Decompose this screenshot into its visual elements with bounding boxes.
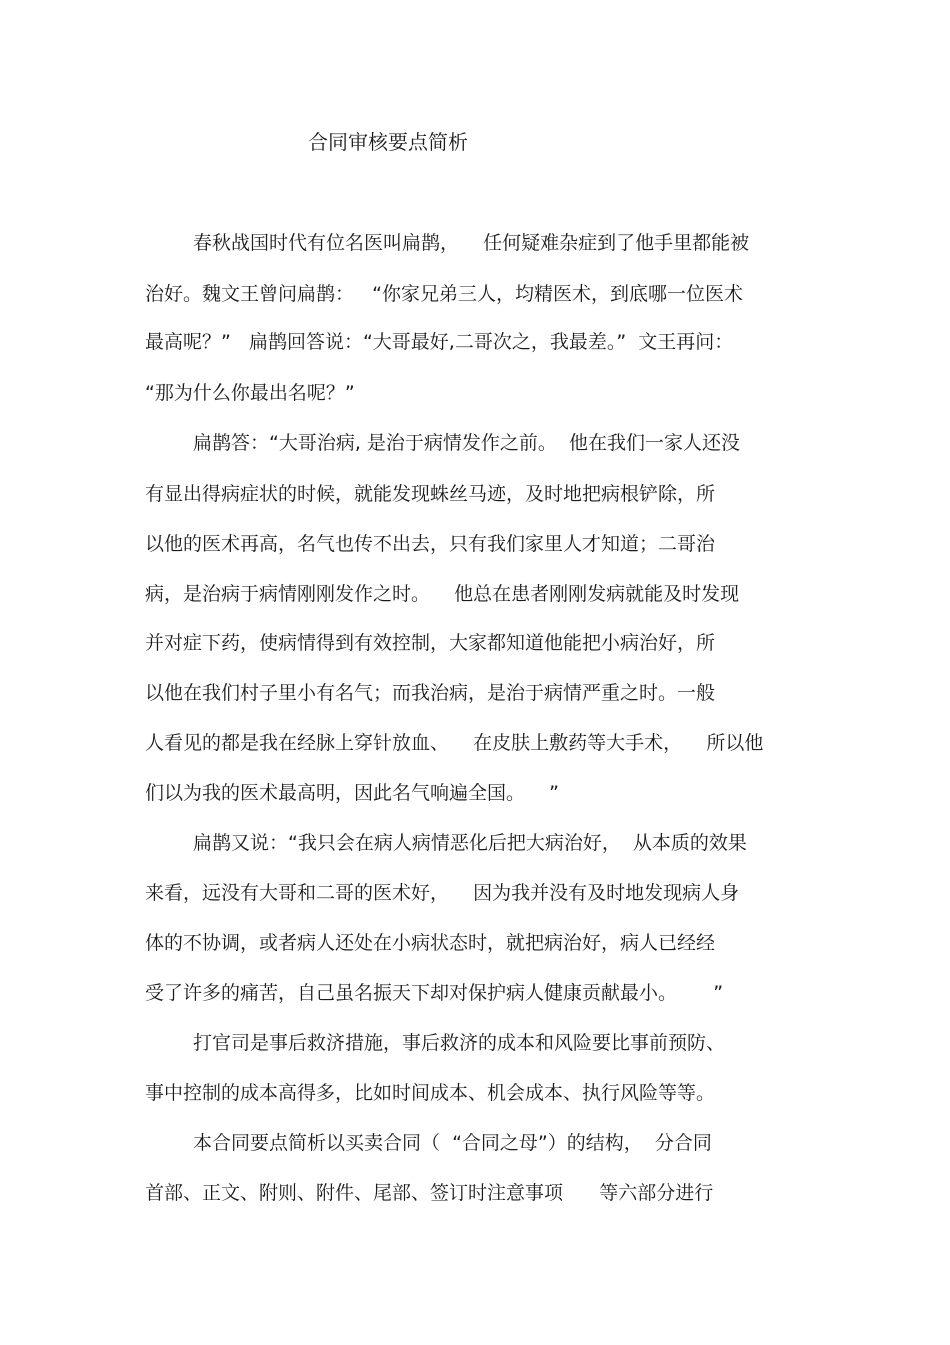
text-line: 病，是治病于病情刚刚发作之时。 他总在患者刚刚发病就能及时发现	[145, 583, 740, 605]
text-line: 以他在我们村子里小有名气；而我治病，是治于病情严重之时。一般	[145, 682, 716, 704]
text-line: “那为什么你最出名呢？”	[145, 382, 355, 404]
document-title: 合同审核要点简析	[308, 130, 468, 154]
text-line: 春秋战国时代有位名医叫扁鹊， 任何疑难杂症到了他手里都能被	[193, 232, 750, 254]
text-line: 扁鹊又说：“我只会在病人病情恶化后把大病治好， 从本质的效果	[193, 832, 747, 854]
text-line: 最高呢？” 扁鹊回答说：“大哥最好,二哥次之，我最差。” 文王再问：	[145, 331, 734, 353]
text-line: 首部、正文、附则、附件、尾部、签订时注意事项 等六部分进行	[145, 1182, 714, 1204]
text-line: 受了许多的痛苦，自己虽名振天下却对保护病人健康贡献最小。 ”	[145, 982, 724, 1004]
text-line: 人看见的都是我在经脉上穿针放血、 在皮肤上敷药等大手术， 所以他	[145, 732, 764, 754]
text-line: 治好。魏文王曾问扁鹊： “你家兄弟三人，均精医术，到底哪一位医术	[145, 283, 743, 305]
text-line: 打官司是事后救济措施，事后救济的成本和风险要比事前预防、	[193, 1032, 726, 1054]
text-line: 扁鹊答：“大哥治病, 是治于病情发作之前。 他在我们一家人还没	[193, 432, 741, 454]
text-line: 们以为我的医术最高明，因此名气响遍全国。 ”	[145, 782, 560, 804]
text-line: 本合同要点简析以买卖合同（ “合同之母”）的结构， 分合同	[193, 1132, 712, 1154]
text-line: 并对症下药，使病情得到有效控制，大家都知道他能把小病治好，所	[145, 632, 716, 654]
text-line: 事中控制的成本高得多，比如时间成本、机会成本、执行风险等等。	[145, 1082, 716, 1104]
text-line: 体的不协调，或者病人还处在小病状态时，就把病治好，病人已经经	[145, 932, 716, 954]
text-line: 有显出得病症状的时候，就能发现蛛丝马迹，及时地把病根铲除，所	[145, 483, 716, 505]
text-line: 来看，远没有大哥和二哥的医术好， 因为我并没有及时地发现病人身	[145, 882, 740, 904]
text-line: 以他的医术再高，名气也传不出去，只有我们家里人才知道；二哥治	[145, 533, 716, 555]
